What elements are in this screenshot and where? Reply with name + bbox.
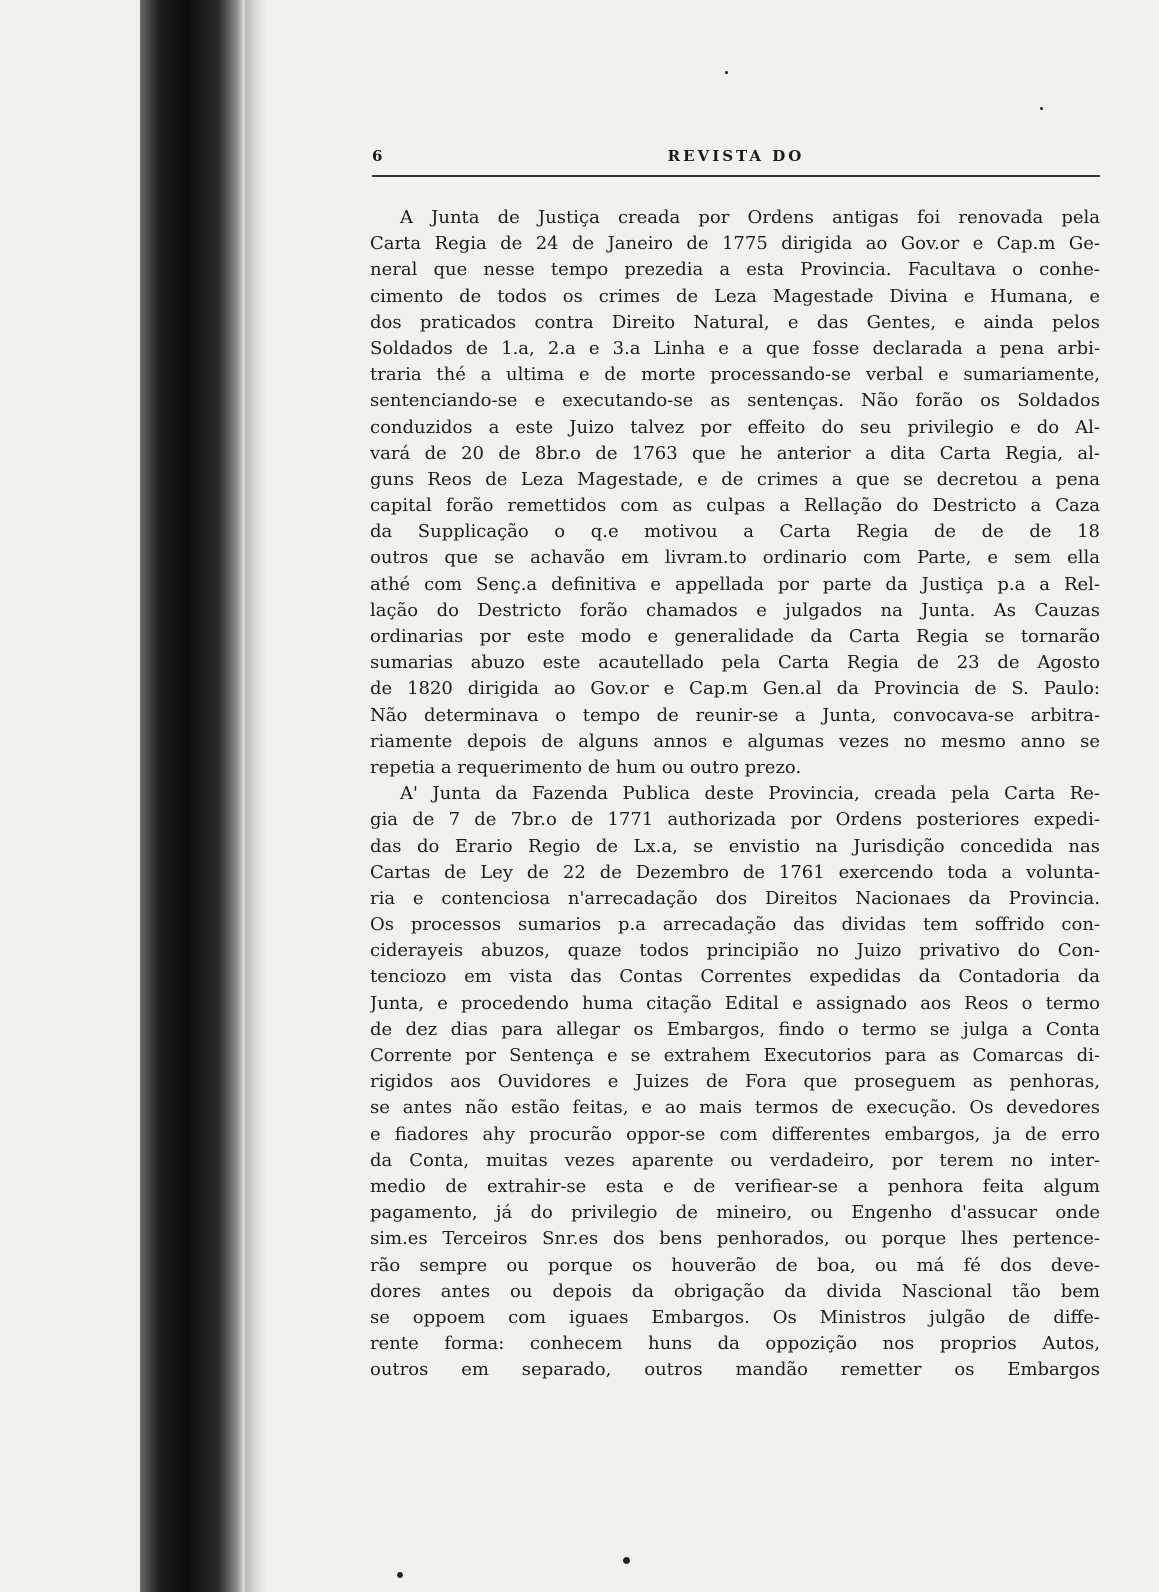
- text-line: e fiadores ahy procurão oppor-se com differentes embargos, ja de erro: [370, 1123, 1100, 1145]
- text-line: Os processos sumarios p.a arrecadação das dividas tem soffrido con-: [370, 914, 1100, 936]
- text-line: Soldados de 1.a, 2.a e 3.a Linha e a que fosse declarada a pena arbi-: [370, 337, 1100, 359]
- text-line: Corrente por Sentença e se extrahem Executorios para as Comarcas di-: [370, 1045, 1100, 1066]
- ink-speck: [623, 1557, 630, 1564]
- running-head: REVISTA DO: [667, 147, 805, 165]
- text-line: A' Junta da Fazenda Publica deste Provincia, creada pela Carta Re-: [400, 783, 1100, 805]
- text-line: cimento de todos os crimes de Leza Magestade Divina e Humana, e: [370, 285, 1100, 307]
- ink-speck: [397, 1572, 403, 1578]
- text-line: se oppoem com iguaes Embargos. Os Ministros julgão de diffe-: [370, 1306, 1100, 1328]
- text-line: ciderayeis abuzos, quaze todos principião no Juizo privativo do Con-: [370, 940, 1100, 962]
- text-line: A Junta de Justiça creada por Ordens antigas foi renovada pela: [400, 207, 1100, 228]
- text-line: traria thé a ultima e de morte processando-se verbal e sumariamente,: [370, 364, 1100, 386]
- text-line: outros que se achavão em livram.to ordinario com Parte, e sem ella: [370, 547, 1100, 569]
- text-line: rente forma: conhecem huns da oppozição nos proprios Autos,: [370, 1333, 1100, 1355]
- book-spine-shadow: [140, 0, 245, 1592]
- text-line: dos praticados contra Direito Natural, e das Gentes, e ainda pelos: [370, 311, 1100, 333]
- text-line: guns Reos de Leza Magestade, e de crimes a que se decretou a pena: [370, 468, 1100, 490]
- text-line: lação do Destricto forão chamados e julgados na Junta. As Cauzas: [370, 599, 1100, 621]
- text-line: da Supplicação o q.e motivou a Carta Regia de de de 18: [370, 521, 1100, 543]
- text-line: de 1820 dirigida ao Gov.or e Cap.m Gen.al da Provincia de S. Paulo:: [370, 678, 1100, 700]
- page-gutter: [245, 0, 267, 1592]
- text-line: de dez dias para allegar os Embargos, findo o termo se julga a Conta: [370, 1018, 1100, 1040]
- header-rule: [372, 175, 1100, 177]
- ink-speck: [725, 71, 728, 74]
- text-line: Não determinava o tempo de reunir-se a Junta, convocava-se arbitra-: [370, 704, 1100, 726]
- text-line: sumarias abuzo este acautellado pela Carta Regia de 23 de Agosto: [370, 652, 1100, 674]
- text-line: se antes não estão feitas, e ao mais termos de execução. Os devedores: [370, 1097, 1100, 1119]
- text-line: gia de 7 de 7br.o de 1771 authorizada por Ordens posteriores expedi-: [370, 809, 1100, 831]
- text-line: athé com Senç.a definitiva e appellada por parte da Justiça p.a a Rel-: [370, 573, 1100, 595]
- text-line: dores antes ou depois da obrigação da divida Nascional tão bem: [370, 1280, 1100, 1302]
- text-line: Junta, e procedendo huma citação Edital e assignado aos Reos o termo: [370, 992, 1100, 1014]
- text-line: outros em separado, outros mandão remetter os Embargos: [370, 1359, 1100, 1381]
- text-line: ria e contenciosa n'arrecadação dos Direitos Nacionaes da Provincia.: [370, 887, 1100, 909]
- page-header: [372, 147, 1100, 173]
- text-line: sentenciando-se e executando-se as sentenças. Não forão os Soldados: [370, 390, 1100, 412]
- text-line: repetia a requerimento de hum ou outro prezo.: [370, 756, 802, 778]
- text-line: capital forão remettidos com as culpas a Rellação do Destricto a Caza: [370, 495, 1100, 517]
- ink-speck: [1040, 107, 1043, 110]
- text-line: Carta Regia de 24 de Janeiro de 1775 dirigida ao Gov.or e Cap.m Ge-: [370, 233, 1100, 255]
- page-number: 6: [372, 147, 383, 165]
- text-line: medio de extrahir-se esta e de verifiear-se a penhora feita algum: [370, 1175, 1100, 1197]
- text-line: rigidos aos Ouvidores e Juizes de Fora que proseguem as penhoras,: [370, 1071, 1100, 1093]
- text-line: ordinarias por este modo e generalidade da Carta Regia se tornarão: [370, 626, 1100, 647]
- text-line: Cartas de Ley de 22 de Dezembro de 1761 exercendo toda a volunta-: [370, 861, 1100, 883]
- text-line: pagamento, já do privilegio de mineiro, ou Engenho d'assucar onde: [370, 1202, 1100, 1224]
- text-line: sim.es Terceiros Snr.es dos bens penhorados, ou porque lhes pertence-: [370, 1228, 1100, 1250]
- text-line: rão sempre ou porque os houverão de boa, ou má fé dos deve-: [370, 1254, 1100, 1276]
- text-line: das do Erario Regio de Lx.a, se envistio na Jurisdição concedida nas: [370, 835, 1100, 857]
- body-text: [370, 205, 1100, 1383]
- text-line: neral que nesse tempo prezedia a esta Provincia. Facultava o conhe-: [370, 259, 1100, 281]
- text-line: vará de 20 de 8br.o de 1763 que he anterior a dita Carta Regia, al-: [370, 442, 1100, 464]
- text-line: conduzidos a este Juizo talvez por effeito do seu privilegio e do Al-: [370, 416, 1100, 438]
- text-line: da Conta, muitas vezes aparente ou verdadeiro, por terem no inter-: [370, 1149, 1100, 1171]
- text-line: riamente depois de alguns annos e algumas vezes no mesmo anno se: [370, 730, 1100, 752]
- text-line: tenciozo em vista das Contas Correntes expedidas da Contadoria da: [370, 966, 1100, 988]
